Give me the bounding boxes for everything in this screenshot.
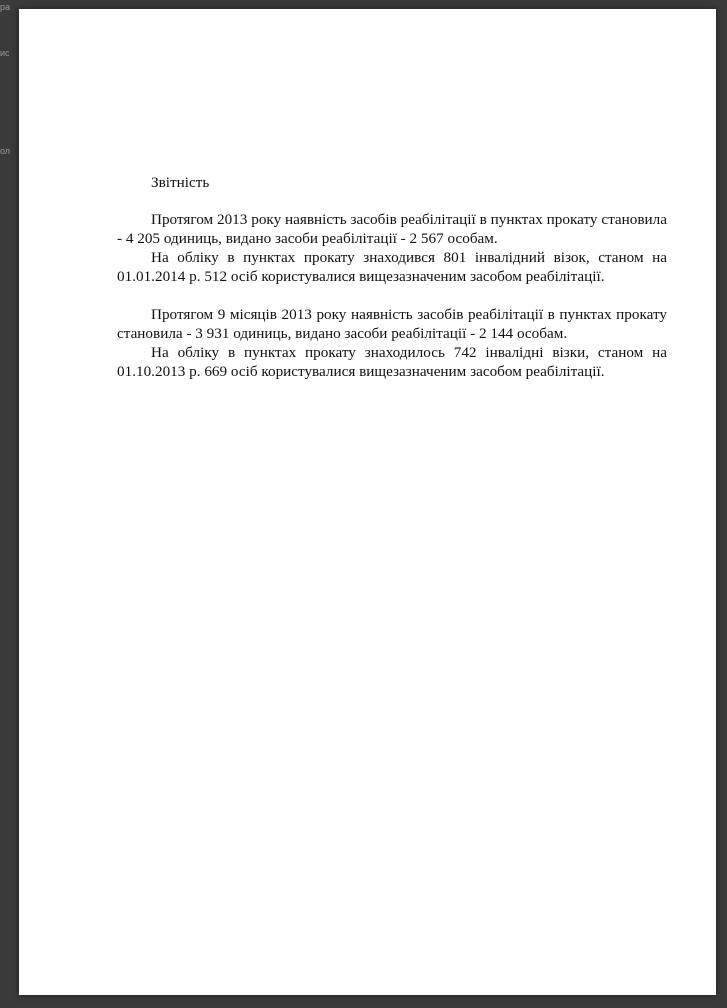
document-body (117, 173, 667, 381)
paragraph-9-months-availability: Протягом 9 місяців 2013 року наявність засобів реабілітації в пунктах прокату становила - 3 931 одиниць, видано засоби реабілітації - 2 144 особам. (117, 306, 667, 342)
background-text-fragment: ис (0, 48, 10, 58)
paragraph-2013-availability: Протягом 2013 року наявність засобів реабілітації в пунктах прокату становила - 4 205 одиниць, видано засоби реабілітації - 2 567 особам. (117, 211, 667, 247)
paragraph-2013-wheelchairs: На обліку в пунктах прокату знаходився 801 інвалідний візок, станом на 01.01.2014 р. 512 осіб користувалися вищезазначеним засобом реабілітації. (117, 249, 667, 285)
document-heading: Звітність (151, 174, 210, 191)
document-page (19, 9, 716, 995)
paragraph-spacer (117, 286, 667, 305)
background-text-fragment: ол (0, 146, 11, 156)
background-text-fragment: ра (0, 2, 11, 12)
paragraph-9-months-wheelchairs: На обліку в пунктах прокату знаходилось 742 інвалідні візки, станом на 01.10.2013 р. 669 осіб користувалися вищезазначеним засобом реабілітації. (117, 344, 667, 380)
